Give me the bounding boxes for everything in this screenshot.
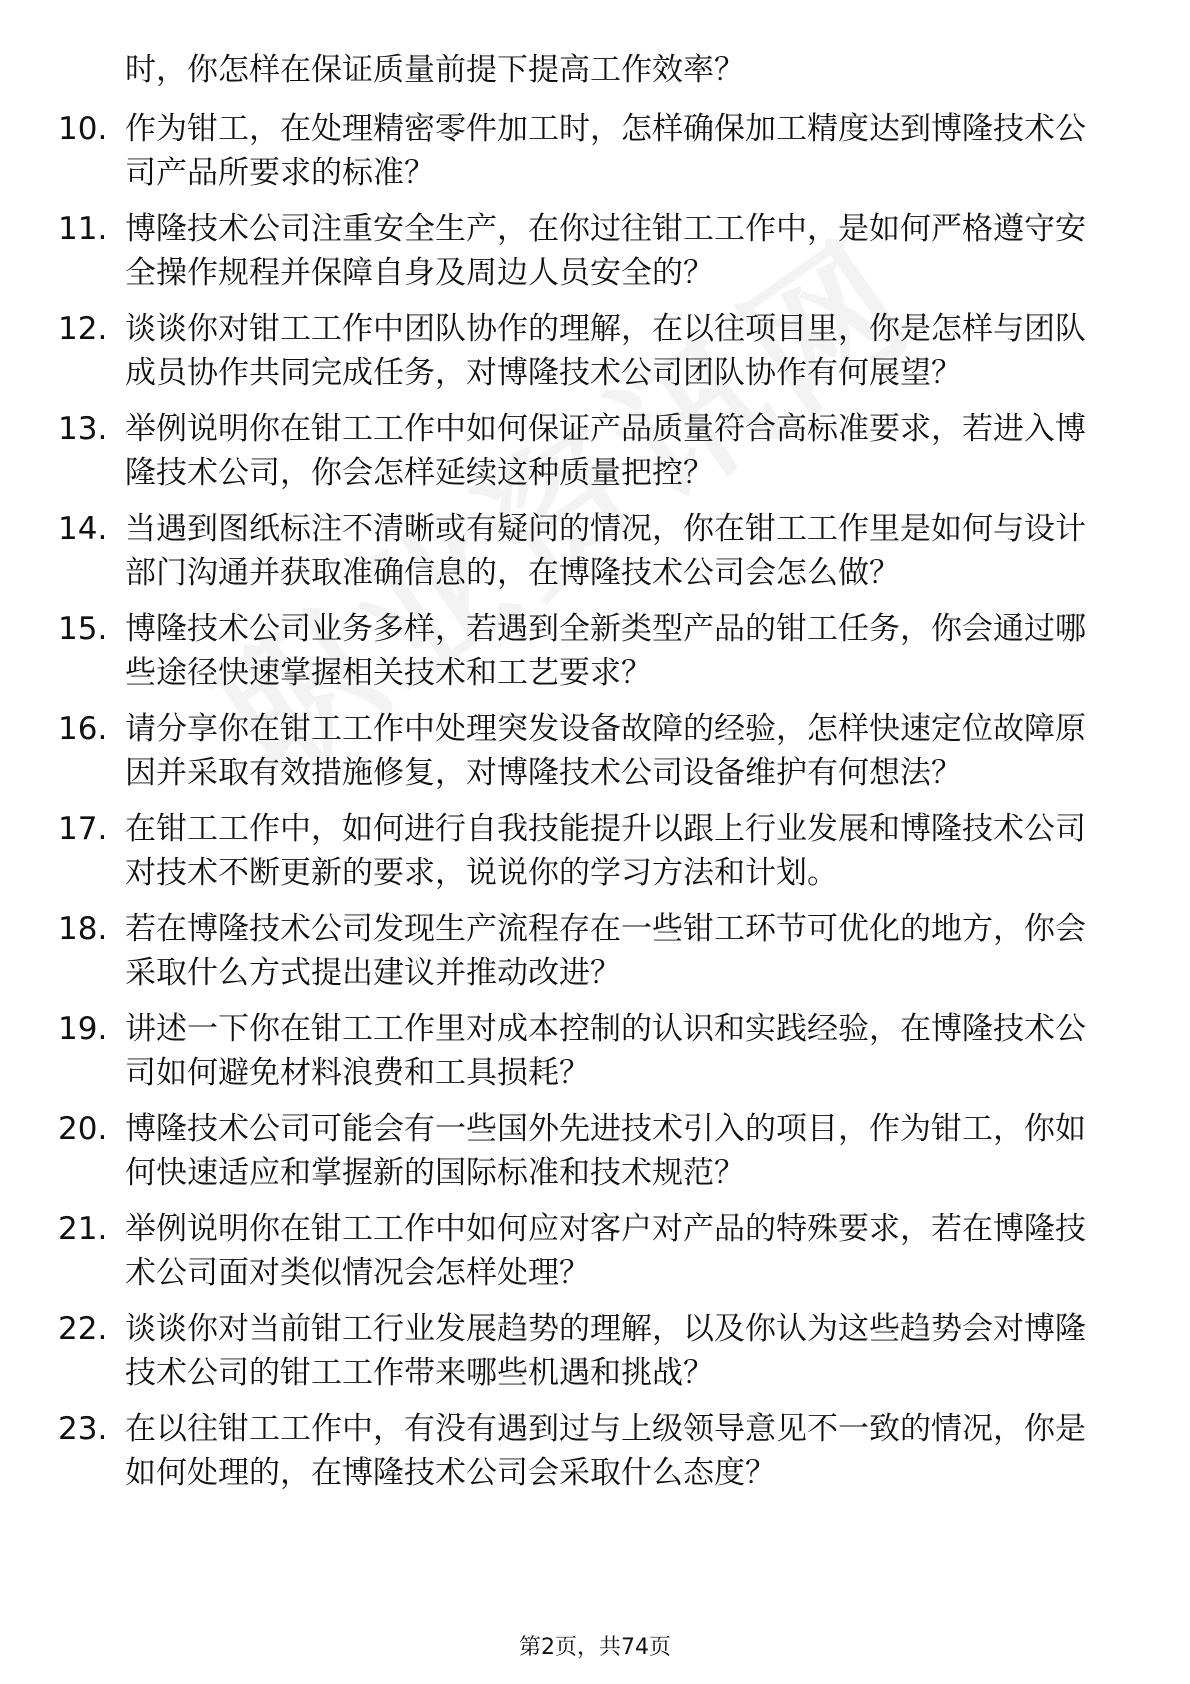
- continued-question-text: 时，你怎样在保证质量前提下提高工作效率？: [125, 52, 745, 88]
- question-item: [0, 1207, 1190, 1295]
- question-item: [0, 907, 1190, 995]
- question-text: 作为钳工，在处理精密零件加工时，怎样确保加工精度达到博隆技术公司产品所要求的标准？: [125, 111, 1086, 191]
- question-number: 17.: [58, 811, 108, 847]
- question-text: 若在博隆技术公司发现生产流程存在一些钳工环节可优化的地方，你会采取什么方式提出建议并推动改进？: [125, 911, 1086, 991]
- question-number: 10.: [58, 111, 108, 147]
- question-text: 讲述一下你在钳工工作里对成本控制的认识和实践经验，在博隆技术公司如何避免材料浪费和工具损耗？: [125, 1011, 1086, 1091]
- question-item: [0, 207, 1190, 295]
- question-item: [0, 1007, 1190, 1095]
- question-number: 12.: [58, 311, 108, 347]
- question-text: 在以往钳工工作中，有没有遇到过与上级领导意见不一致的情况，你是如何处理的，在博隆技术公司会采取什么态度？: [125, 1411, 1086, 1491]
- question-text: 博隆技术公司注重安全生产，在你过往钳工工作中，是如何严格遵守安全操作规程并保障自身及周边人员安全的？: [125, 211, 1086, 291]
- question-item: [0, 707, 1190, 795]
- question-item: [0, 407, 1190, 495]
- question-number: 23.: [58, 1411, 108, 1447]
- question-number: 14.: [58, 511, 108, 547]
- question-item: [0, 1307, 1190, 1395]
- question-text: 谈谈你对当前钳工行业发展趋势的理解，以及你认为这些趋势会对博隆技术公司的钳工工作带来哪些机遇和挑战？: [125, 1311, 1086, 1391]
- question-item: [0, 807, 1190, 895]
- question-item: [0, 607, 1190, 695]
- question-item: [0, 507, 1190, 595]
- question-text: 请分享你在钳工工作中处理突发设备故障的经验，怎样快速定位故障原因并采取有效措施修复，对博隆技术公司设备维护有何想法？: [125, 711, 1086, 791]
- question-item: [0, 107, 1190, 195]
- question-number: 21.: [58, 1211, 108, 1247]
- question-number: 22.: [58, 1311, 108, 1347]
- question-text: 在钳工工作中，如何进行自我技能提升以跟上行业发展和博隆技术公司对技术不断更新的要求，说说你的学习方法和计划。: [125, 811, 1086, 891]
- question-item: [0, 1107, 1190, 1195]
- question-number: 16.: [58, 711, 108, 747]
- question-item: [0, 307, 1190, 395]
- question-item: [0, 1407, 1190, 1495]
- question-number: 19.: [58, 1011, 108, 1047]
- question-text: 博隆技术公司业务多样，若遇到全新类型产品的钳工任务，你会通过哪些途径快速掌握相关技术和工艺要求？: [125, 611, 1086, 691]
- question-number: 20.: [58, 1111, 108, 1147]
- question-text: 举例说明你在钳工工作中如何保证产品质量符合高标准要求，若进入博隆技术公司，你会怎样延续这种质量把控？: [125, 411, 1086, 491]
- question-number: 11.: [58, 211, 108, 247]
- question-number: 13.: [58, 411, 108, 447]
- question-number: 15.: [58, 611, 108, 647]
- question-text: 当遇到图纸标注不清晰或有疑问的情况，你在钳工工作里是如何与设计部门沟通并获取准确信息的，在博隆技术公司会怎么做？: [125, 511, 1086, 591]
- question-text: 博隆技术公司可能会有一些国外先进技术引入的项目，作为钳工，你如何快速适应和掌握新的国际标准和技术规范？: [125, 1111, 1086, 1191]
- page-footer: 第2页，共74页: [519, 1635, 671, 1660]
- question-text: 谈谈你对钳工工作中团队协作的理解，在以往项目里，你是怎样与团队成员协作共同完成任务，对博隆技术公司团队协作有何展望？: [125, 311, 1086, 391]
- question-number: 18.: [58, 911, 108, 947]
- question-list: [0, 107, 1190, 1507]
- question-text: 举例说明你在钳工工作中如何应对客户对产品的特殊要求，若在博隆技术公司面对类似情况会怎样处理？: [125, 1211, 1086, 1291]
